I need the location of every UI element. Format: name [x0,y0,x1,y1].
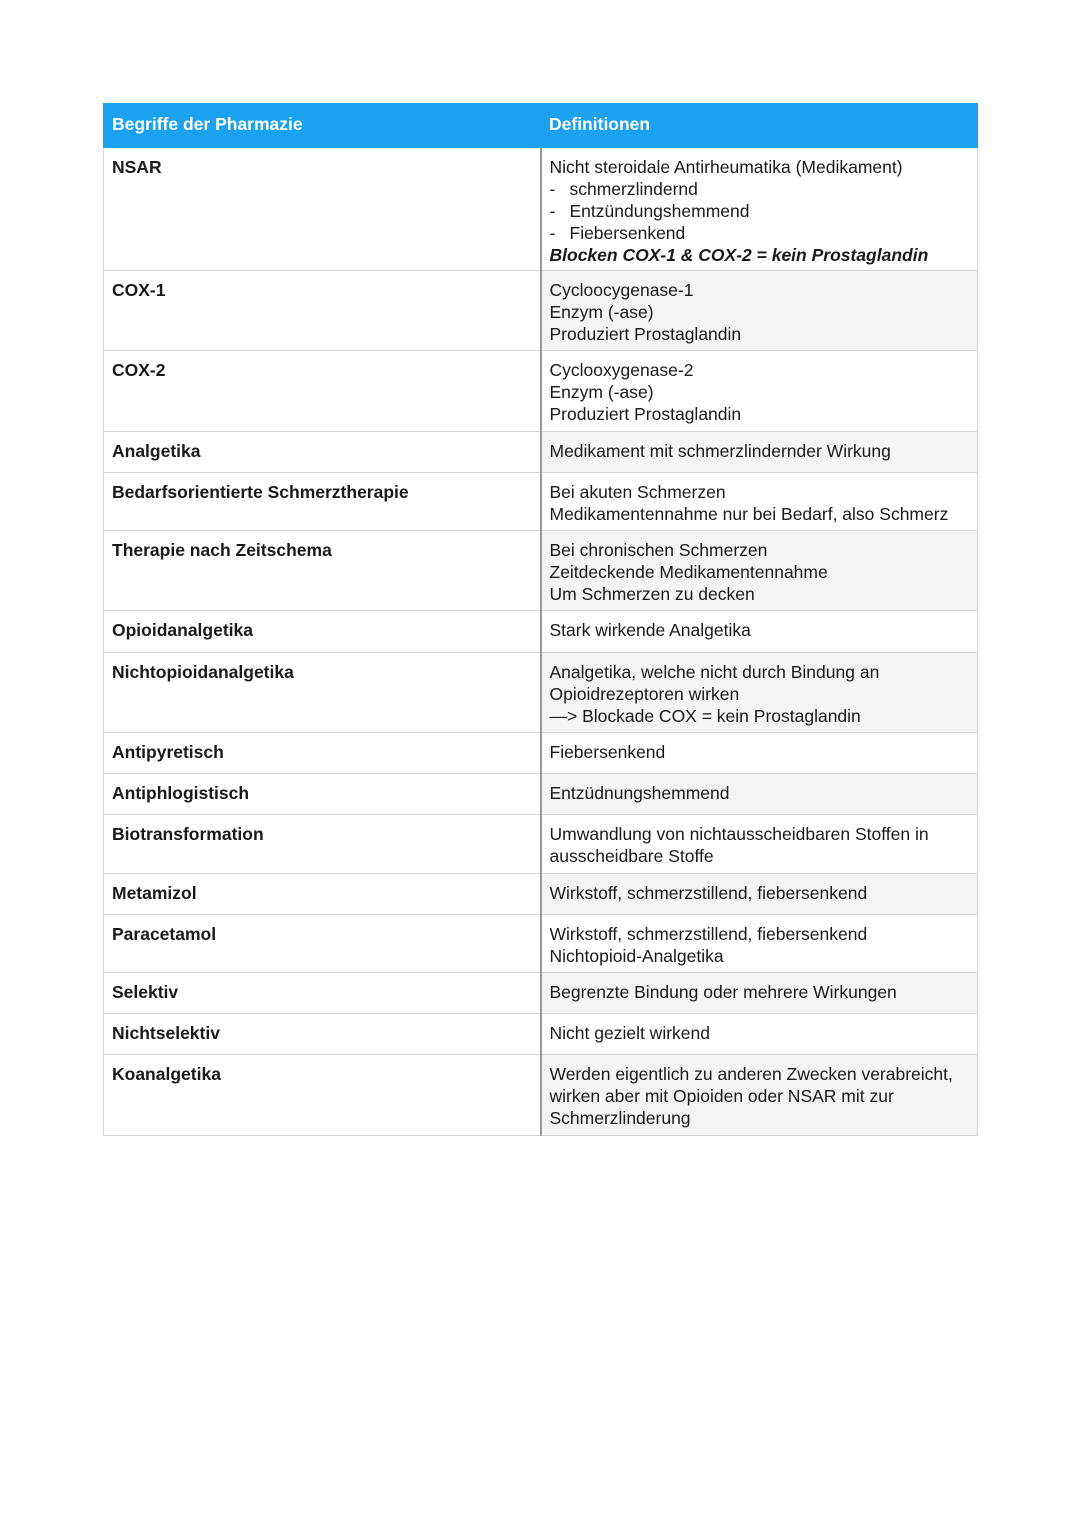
definition-line: Umwandlung von nichtausscheidbaren Stoffen in [549,824,929,844]
definition-cell [541,1055,978,1136]
definition-line: Entzüdnungshemmend [549,783,730,803]
definition-line: Zeitdeckende Medikamentennahme [549,562,828,582]
definition-line: —> Blockade COX = kein Prostaglandin [549,706,861,726]
definition-emphasis: Blocken COX-1 & COX-2 = kein Prostaglandin [549,245,929,265]
definition-line: Bei akuten Schmerzen [549,482,726,502]
definition-cell [541,915,978,973]
table-row [104,915,978,973]
definition-line: Schmerzlinderung [549,1108,691,1128]
definition-bullet: - Fiebersenkend [550,222,970,244]
definition-line: Begrenzte Bindung oder mehrere Wirkungen [549,982,897,1002]
definition-line: ausscheidbare Stoffe [549,846,714,866]
definition-cell [541,351,978,432]
definition-bullet: - schmerzlindernd [550,178,970,200]
table-row [104,432,978,473]
definition-line: Enzym (-ase) [549,302,654,322]
definition-cell [541,473,978,531]
definition-cell [541,1014,978,1055]
table-row [104,473,978,531]
table-row [104,351,978,432]
table-row [104,815,978,874]
table-row [104,733,978,774]
definition-cell [541,531,978,611]
term-cell: Selektiv [104,973,541,1014]
term-cell: Nichtselektiv [104,1014,541,1055]
definition-cell [541,774,978,815]
definition-line: Nicht gezielt wirkend [549,1023,710,1043]
definition-line: Wirkstoff, schmerzstillend, fiebersenkend [549,924,868,944]
definition-line: Enzym (-ase) [549,382,654,402]
definition-cell [541,815,978,874]
definition-line: Medikament mit schmerzlindernder Wirkung [549,441,891,461]
term-cell: COX-1 [104,271,541,351]
definition-line: Um Schmerzen zu decken [549,584,755,604]
definition-line: Fiebersenkend [549,742,666,762]
definition-line: Produziert Prostaglandin [549,324,742,344]
term-cell: Biotransformation [104,815,541,874]
definition-line: Cyclooxygenase-2 [549,360,694,380]
table-row [104,611,978,653]
table-header-row [104,104,978,148]
header-definition: Definitionen [541,104,978,148]
definition-cell [541,148,978,271]
definition-line: Cycloocygenase-1 [549,280,694,300]
definition-line: Produziert Prostaglandin [549,404,742,424]
table-row [104,148,978,271]
table-row [104,874,978,915]
term-cell: Metamizol [104,874,541,915]
definition-cell [541,653,978,733]
table-row [104,1014,978,1055]
table-row [104,531,978,611]
term-cell: Bedarfsorientierte Schmerztherapie [104,473,541,531]
definition-line: Bei chronischen Schmerzen [549,540,768,560]
definition-line: Werden eigentlich zu anderen Zwecken verabreicht, [549,1064,953,1084]
definition-cell [541,874,978,915]
term-cell: Paracetamol [104,915,541,973]
definition-cell [541,973,978,1014]
term-cell: Opioidanalgetika [104,611,541,653]
table-row [104,271,978,351]
definition-bullet: - Entzündungshemmend [550,200,970,222]
definition-cell [541,271,978,351]
definition-line: Wirkstoff, schmerzstillend, fiebersenkend [549,883,868,903]
definition-cell [541,733,978,774]
definition-line: wirken aber mit Opioiden oder NSAR mit zur [549,1086,894,1106]
header-term: Begriffe der Pharmazie [104,104,541,148]
term-cell: Antiphlogistisch [104,774,541,815]
table-row [104,774,978,815]
definition-line: Medikamentennahme nur bei Bedarf, also Schmerz [549,504,949,524]
definition-line: Analgetika, welche nicht durch Bindung an [549,662,880,682]
term-cell: Antipyretisch [104,733,541,774]
table-row [104,973,978,1014]
term-cell: COX-2 [104,351,541,432]
term-cell: Koanalgetika [104,1055,541,1136]
term-cell: Therapie nach Zeitschema [104,531,541,611]
definition-line: Stark wirkende Analgetika [549,620,751,640]
term-cell: Nichtopioidanalgetika [104,653,541,733]
table-row [104,1055,978,1136]
definition-cell [541,432,978,473]
definition-line: Nicht steroidale Antirheumatika (Medikament) [549,157,903,177]
pharmacy-terms-table [103,103,978,1136]
definition-line: Opioidrezeptoren wirken [549,684,740,704]
term-cell: NSAR [104,148,541,271]
term-cell: Analgetika [104,432,541,473]
definition-line: Nichtopioid-Analgetika [549,946,724,966]
table-row [104,653,978,733]
definition-cell [541,611,978,653]
